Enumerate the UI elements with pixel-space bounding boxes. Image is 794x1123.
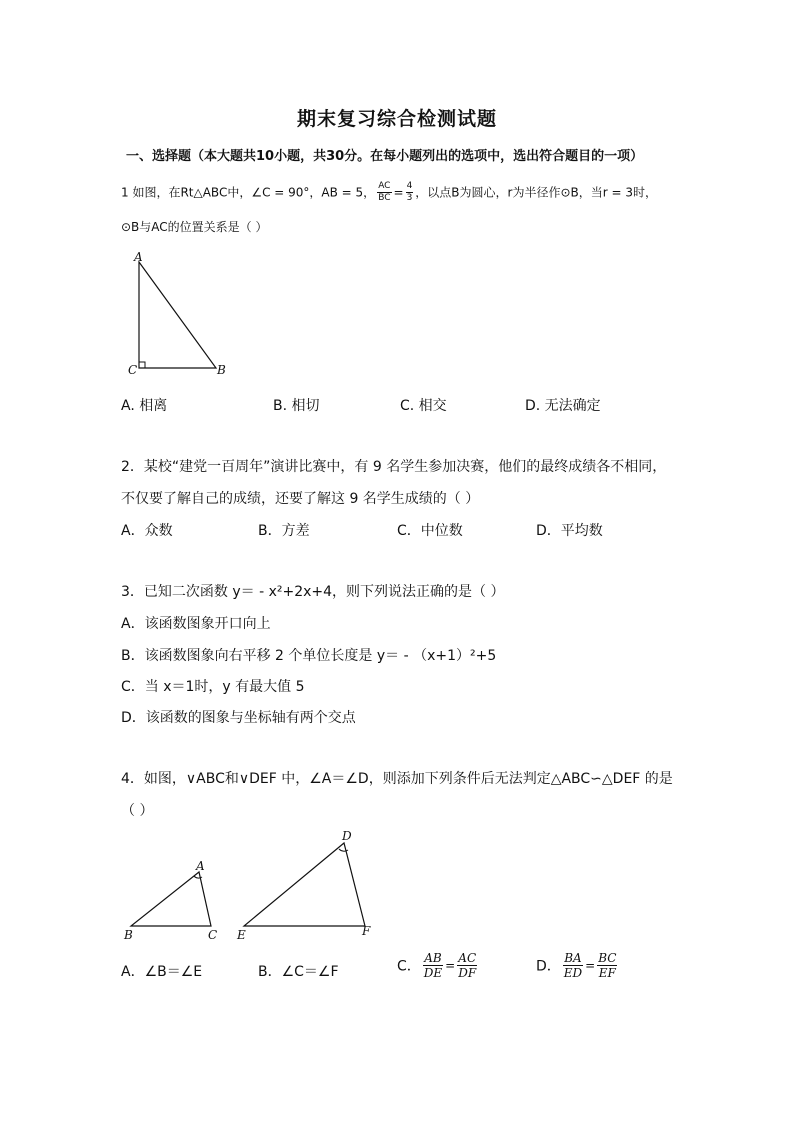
q1-option-b[interactable]: B. 相切 <box>273 398 320 414</box>
frac-ac-df: $\frac{AC}{DF}$ <box>458 951 477 980</box>
q4-line2: （ ） <box>121 803 154 819</box>
q2-line1: 2．某校“建党一百周年”演讲比赛中，有 9 名学生参加决赛，他们的最终成绩各不相同， <box>121 459 667 475</box>
label-b: B <box>124 928 133 942</box>
label-a: A <box>196 859 205 873</box>
q1-option-d[interactable]: D. 无法确定 <box>525 398 601 414</box>
triangle-abc <box>139 262 216 368</box>
q3-option-b[interactable]: B．该函数图象向右平移 2 个单位长度是 y＝ - （x+1）²+5 <box>121 648 497 664</box>
q1-option-c[interactable]: C. 相交 <box>400 398 447 414</box>
q4-option-d[interactable]: D． $\frac{BA}{ED}$ = $\frac{BC}{EF}$ <box>536 951 617 980</box>
q4-line1: 4．如图，∨ABC和∨DEF 中，∠A＝∠D，则添加下列条件后无法判定△ABC∽△DEF 的是 <box>121 771 673 787</box>
label-d: D <box>342 829 352 843</box>
q1-text-a: 1 如图，在Rt△ABC中，∠C = 90°，AB = 5， <box>121 185 376 200</box>
frac-bc-ef: $\frac{BC}{EF}$ <box>598 951 617 980</box>
q2-line2: 不仅要了解自己的成绩，还要了解这 9 名学生成绩的（ ） <box>121 491 480 507</box>
label-a: A <box>134 250 143 264</box>
q4-option-a[interactable]: A．∠B＝∠E <box>121 964 203 980</box>
q3-option-a[interactable]: A．该函数图象开口向上 <box>121 616 271 632</box>
label-c: C <box>128 363 138 377</box>
q2-option-b[interactable]: B．方差 <box>258 523 310 539</box>
q1-fraction-ac-bc: $\frac{AC}{BC}$ <box>378 181 391 203</box>
q3-option-c[interactable]: C．当 x＝1时，y 有最大值 5 <box>121 679 305 695</box>
angle-a-mark <box>194 876 202 878</box>
frac-ab-de: $\frac{AB}{DE}$ <box>423 951 443 980</box>
q2-option-d[interactable]: D．平均数 <box>536 523 603 539</box>
label-c: C <box>208 928 218 942</box>
q1-triangle-figure <box>120 248 240 380</box>
right-angle-mark <box>139 362 145 368</box>
triangle-abc <box>131 872 211 926</box>
q1-line1: 1 如图，在Rt△ABC中，∠C = 90°，AB = 5， $\frac{AC}{BC}$ = $\frac{4}{3}$ ，以点B为圆心，r为半径作⊙B，当r = 3时， <box>121 181 658 203</box>
q3-option-d[interactable]: D．该函数的图象与坐标轴有两个交点 <box>121 710 356 726</box>
q2-option-c[interactable]: C．中位数 <box>397 523 463 539</box>
q3-line1: 3．已知二次函数 y＝ - x²+2x+4，则下列说法正确的是（ ） <box>121 584 505 600</box>
q2-option-a[interactable]: A．众数 <box>121 523 173 539</box>
triangle-def <box>244 843 365 926</box>
q1-fraction-4-3: $\frac{4}{3}$ <box>406 181 413 203</box>
angle-d-mark <box>339 849 348 851</box>
q4-option-c[interactable]: C． $\frac{AB}{DE}$ = $\frac{AC}{DF}$ <box>397 951 477 980</box>
label-f: F <box>362 924 371 938</box>
page-title: 期末复习综合检测试题 <box>296 108 497 130</box>
q1-text-b: ，以点B为圆心，r为半径作⊙B，当r = 3时， <box>415 185 658 200</box>
frac-ba-ed: $\frac{BA}{ED}$ <box>563 951 583 980</box>
q4-triangles-figure <box>120 828 390 944</box>
label-b: B <box>217 363 226 377</box>
q1-option-a[interactable]: A. 相离 <box>121 398 168 414</box>
label-e: E <box>237 928 246 942</box>
section-heading: 一、选择题（本大题共10小题，共30分。在每小题列出的选项中，选出符合题目的一项） <box>126 149 644 164</box>
q1-line2: ⊙B与AC的位置关系是（ ） <box>121 220 268 234</box>
q4-option-b[interactable]: B．∠C＝∠F <box>258 964 339 980</box>
